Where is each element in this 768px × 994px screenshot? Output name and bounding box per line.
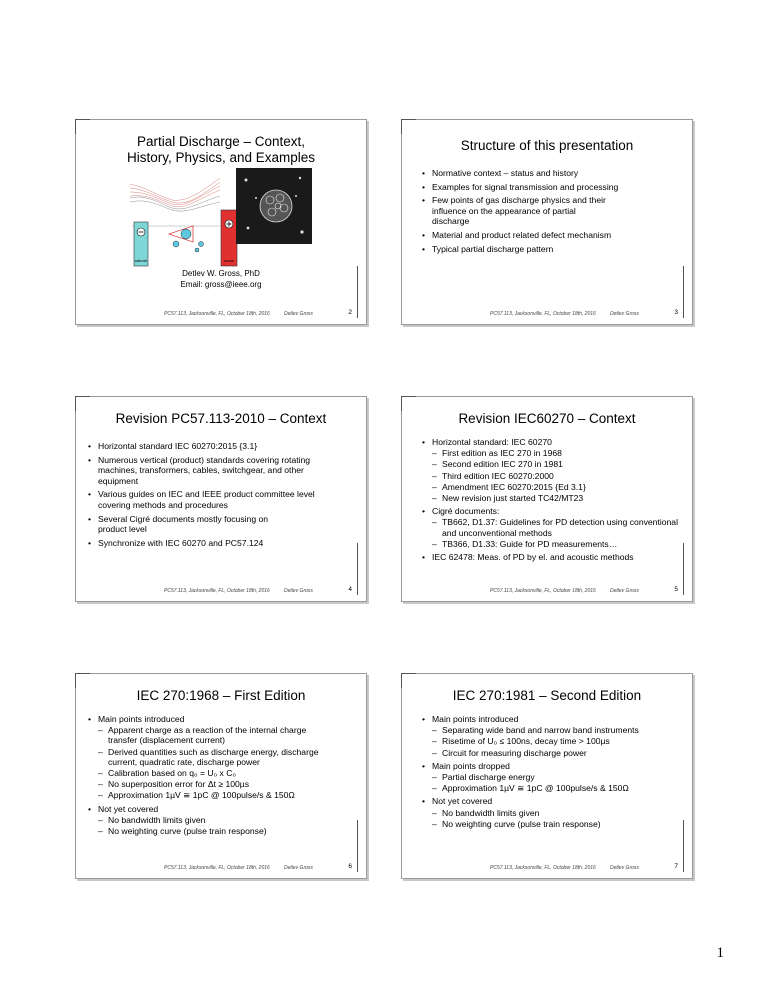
bullet-list <box>86 714 336 839</box>
bullet-item: • Numerous vertical (product) standards covering rotating machines, transformers, cables, switchgear, and other equipment <box>86 455 331 487</box>
bullet-item: • Few points of gas discharge physics and their influence on the appearance of partial discharge <box>420 195 612 227</box>
bullet-item <box>420 796 670 829</box>
bullet-item <box>420 437 682 503</box>
sub-item: – Calibration based on q₀ = U₀ x C₀ <box>98 768 336 778</box>
slide-corner-mark <box>401 396 416 411</box>
slide-number: 4 <box>348 586 352 593</box>
sub-list <box>98 725 336 800</box>
slide-number: 2 <box>348 309 352 316</box>
sub-list <box>432 808 670 829</box>
footer-author: Detlev Gross <box>610 865 639 871</box>
sub-item: – Apparent charge as a reaction of the internal charge transfer (displacement current) <box>98 725 336 745</box>
slide-2 <box>75 119 367 325</box>
slide-title: Revision PC57.113-2010 – Context <box>115 411 327 426</box>
bullet-list <box>420 714 670 832</box>
author-email: Email: gross@ieee.org <box>180 280 262 289</box>
bullet-text: Horizontal standard: IEC 60270 <box>432 437 552 447</box>
bullet-item: • Normative context – status and history <box>420 168 678 179</box>
sub-item: – Separating wide band and narrow band instruments <box>432 725 670 735</box>
sub-item: – First edition as IEC 270 in 1968 <box>432 448 682 458</box>
footer-conference: PC57.113, Jacksonville, FL, October 18th, 2016 <box>164 311 270 317</box>
bullet-item: • Synchronize with IEC 60270 and PC57.124 <box>86 538 331 549</box>
slide-footer <box>402 583 692 595</box>
slide-corner-mark <box>401 119 416 134</box>
slide-5 <box>401 396 693 602</box>
sub-item: – Third edition IEC 60270:2000 <box>432 471 682 481</box>
slide-7 <box>401 673 693 879</box>
sub-item: – Amendment IEC 60270:2015 {Ed 3.1} <box>432 482 682 492</box>
sub-item: – No weighting curve (pulse train response) <box>432 819 670 829</box>
sub-list <box>432 517 682 549</box>
footer-conference: PC57.113, Jacksonville, FL, October 18th, 2016 <box>164 865 270 871</box>
sub-item: – Second edition IEC 270 in 1981 <box>432 459 682 469</box>
slide-corner-mark <box>75 119 90 134</box>
slide-corner-mark <box>75 673 90 688</box>
slide-footer <box>402 306 692 318</box>
bullet-item: • Horizontal standard IEC 60270:2015 {3.1} <box>86 441 331 452</box>
footer-author: Detlev Gross <box>610 588 639 594</box>
electrode-diagram-figure <box>131 200 241 270</box>
bullet-item: • Various guides on IEC and IEEE product committee level covering methods and procedures <box>86 489 331 510</box>
microscope-image-figure <box>236 168 312 244</box>
footer-conference: PC57.113, Jacksonville, FL, October 18th, 2016 <box>164 588 270 594</box>
author-name: Detlev W. Gross, PhD <box>182 269 260 278</box>
slide-title: IEC 270:1968 – First Edition <box>136 688 306 703</box>
cathode-label: cathode <box>134 259 148 263</box>
bullet-item: • IEC 62478: Meas. of PD by el. and acoustic methods <box>420 552 682 562</box>
footer-conference: PC57.113, Jacksonville, FL, October 18th, 2016 <box>490 311 596 317</box>
sub-item: – New revision just started TC42/MT23 <box>432 493 682 503</box>
bullet-item <box>420 761 670 794</box>
sub-item: – Circuit for measuring discharge power <box>432 748 670 758</box>
bullet-text: Main points introduced <box>98 714 185 724</box>
sub-list <box>432 448 682 503</box>
slide-number: 7 <box>674 863 678 870</box>
slide-corner-mark <box>401 673 416 688</box>
bullet-item <box>420 714 670 758</box>
author-block <box>76 268 366 290</box>
anode-label: anode <box>224 259 234 263</box>
bullet-list <box>86 441 331 551</box>
sub-item: – No weighting curve (pulse train response) <box>98 826 336 836</box>
sub-list <box>432 725 670 758</box>
footer-author: Detlev Gross <box>284 865 313 871</box>
sub-item: – TB366, D1.33: Guide for PD measurements… <box>432 539 682 549</box>
slide-number: 3 <box>674 309 678 316</box>
footer-author: Detlev Gross <box>610 311 639 317</box>
slide-footer <box>76 306 366 318</box>
bullet-list <box>420 168 678 257</box>
page-number: 1 <box>716 945 724 961</box>
sub-item: – No superposition error for Δt ≥ 100µs <box>98 779 336 789</box>
slide-number: 6 <box>348 863 352 870</box>
bullet-list <box>420 437 682 565</box>
sub-item: – No bandwidth limits given <box>98 815 336 825</box>
footer-author: Detlev Gross <box>284 588 313 594</box>
sub-item: – Risetime of U₀ ≤ 100ns, decay time > 100µs <box>432 736 670 746</box>
bullet-item <box>86 804 336 837</box>
bullet-item: • Several Cigré documents mostly focusing on product level <box>86 514 298 535</box>
slide-number: 5 <box>674 586 678 593</box>
sub-item: – Approximation 1µV ≅ 1pC @ 100pulse/s & 150Ω <box>98 790 336 800</box>
sub-item: – Derived quantities such as discharge energy, discharge current, quadratic rate, discharge power <box>98 747 336 767</box>
sub-item: – TB662, D1.37: Guidelines for PD detection using conventional and unconventional methods <box>432 517 682 537</box>
slide-title: Structure of this presentation <box>460 138 634 153</box>
bullet-item: • Examples for signal transmission and processing <box>420 182 678 193</box>
bullet-item <box>420 506 682 549</box>
sub-item: – No bandwidth limits given <box>432 808 670 818</box>
bullet-text: Not yet covered <box>98 803 159 814</box>
sub-list <box>432 772 670 793</box>
footer-conference: PC57.113, Jacksonville, FL, October 18th, 2016 <box>490 865 596 871</box>
slide-title: Partial Discharge – Context, History, Physics, and Examples <box>126 134 316 165</box>
bullet-item: • Material and product related defect mechanism <box>420 230 678 241</box>
slide-title: IEC 270:1981 – Second Edition <box>452 688 642 703</box>
slide-3 <box>401 119 693 325</box>
bullet-item <box>86 714 336 801</box>
slide-footer <box>76 583 366 595</box>
sub-item: – Partial discharge energy <box>432 772 670 782</box>
slide-4 <box>75 396 367 602</box>
bullet-text: Main points introduced <box>432 714 519 724</box>
slide-footer <box>402 860 692 872</box>
sub-item: – Approximation 1µV ≅ 1pC @ 100pulse/s & 150Ω <box>432 783 670 793</box>
slide-corner-mark <box>75 396 90 411</box>
bullet-text: Main points dropped <box>432 760 510 771</box>
slide-6 <box>75 673 367 879</box>
footer-conference: PC57.113, Jacksonville, FL, October 18th, 2016 <box>490 588 596 594</box>
bullet-item: • Typical partial discharge pattern <box>420 244 678 255</box>
sub-list <box>98 815 336 836</box>
slide-footer <box>76 860 366 872</box>
footer-author: Detlev Gross <box>284 311 313 317</box>
slide-title: Revision IEC60270 – Context <box>458 411 636 426</box>
bullet-text: Cigré documents: <box>432 506 500 517</box>
bullet-text: Not yet covered <box>432 796 493 807</box>
